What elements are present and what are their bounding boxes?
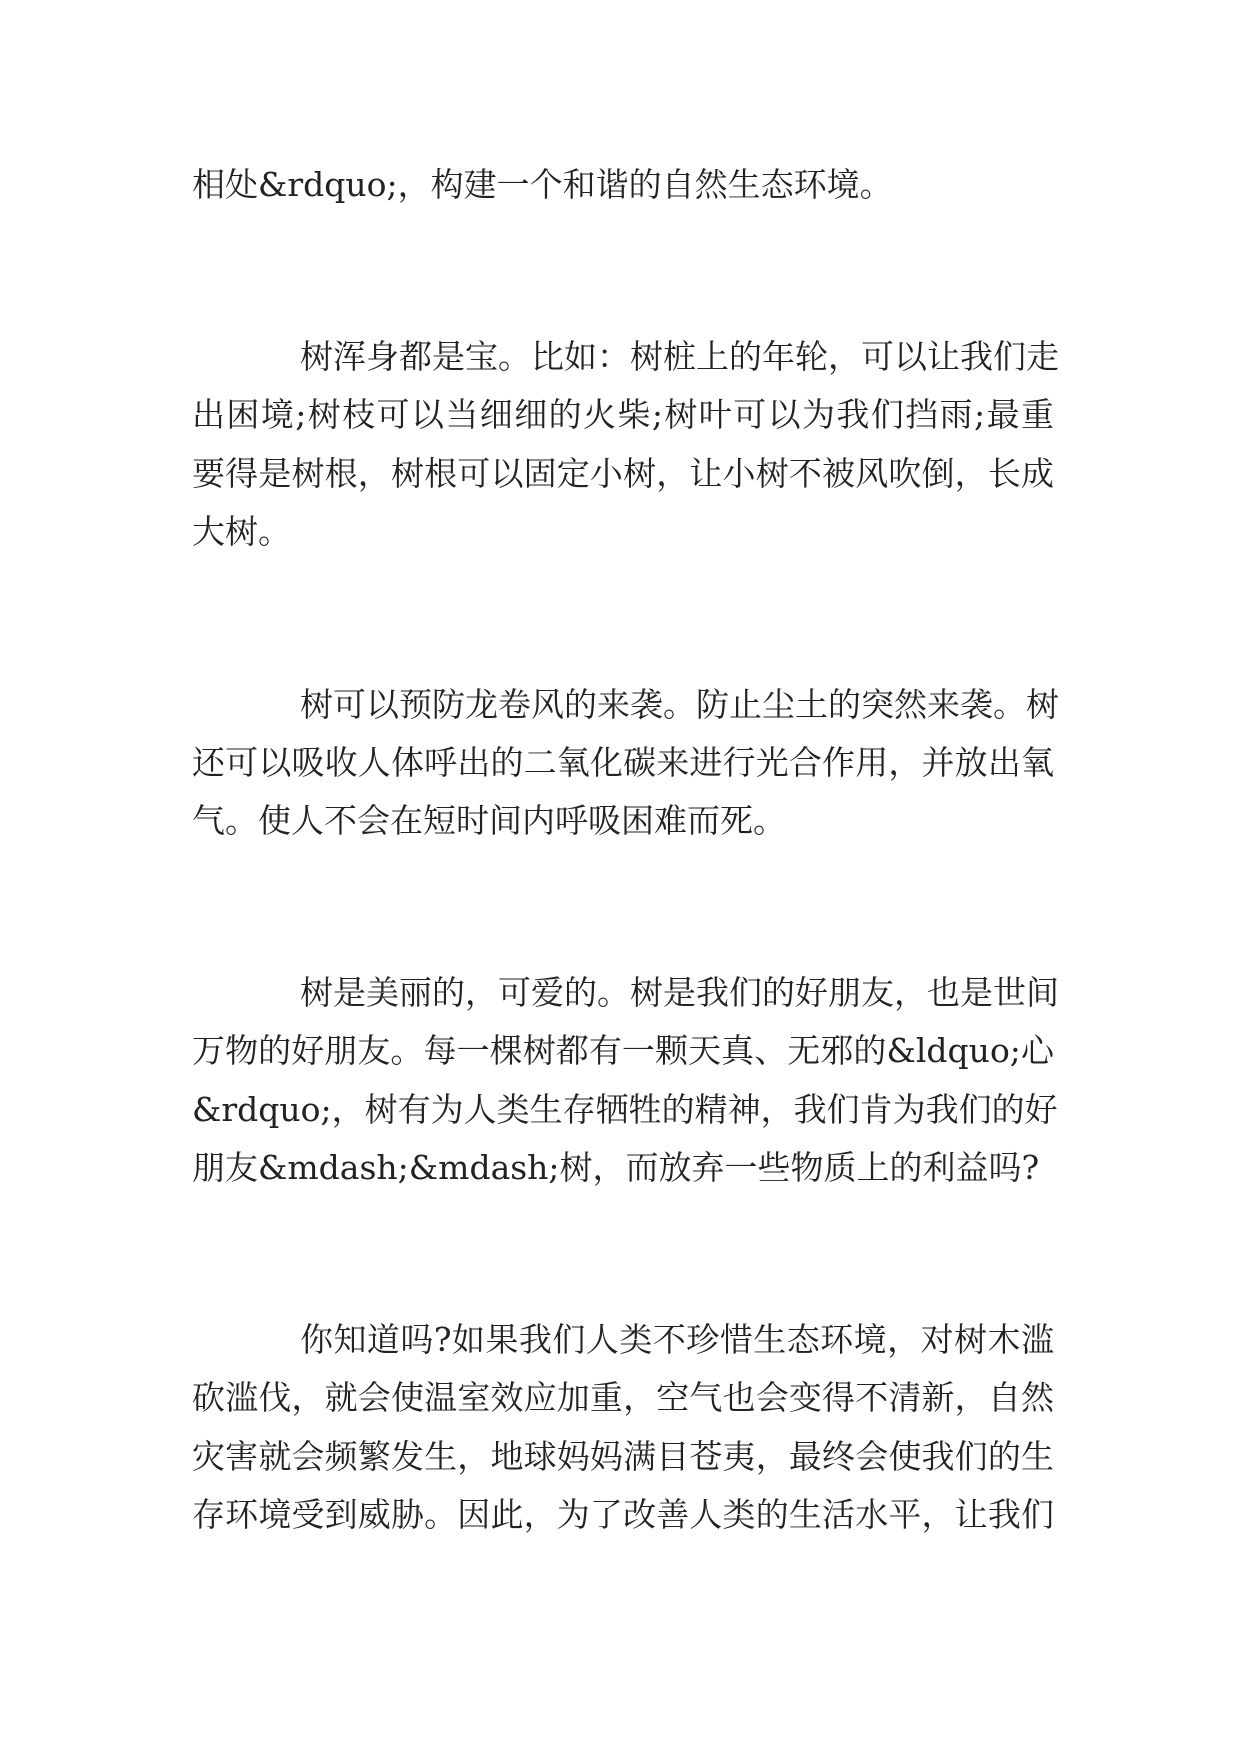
paragraph-3-line-2: 还可以吸收人体呼出的二氧化碳来进行光合作用，并放出氧 — [192, 743, 1054, 782]
paragraph-5-line-1: 你知道吗?如果我们人类不珍惜生态环境，对树木滥 — [300, 1320, 1054, 1359]
paragraph-2-line-1: 树浑身都是宝。比如：树桩上的年轮，可以让我们走 — [300, 337, 1059, 376]
paragraph-2-line-3: 要得是树根，树根可以固定小树，让小树不被风吹倒，长成 — [192, 454, 1054, 493]
paragraph-2-line-2: 出困境;树枝可以当细细的火柴;树叶可以为我们挡雨;最重 — [192, 395, 1054, 434]
paragraph-5-line-4: 存环境受到威胁。因此，为了改善人类的生活水平，让我们 — [192, 1495, 1054, 1534]
paragraph-2-line-4: 大树。 — [192, 512, 291, 551]
paragraph-4-line-2: 万物的好朋友。每一棵树都有一颗天真、无邪的&ldquo;心 — [192, 1031, 1054, 1070]
paragraph-4-line-3: &rdquo;，树有为人类生存牺牲的精神，我们肯为我们的好 — [192, 1090, 1058, 1129]
paragraph-4-line-1: 树是美丽的，可爱的。树是我们的好朋友，也是世间 — [300, 973, 1059, 1012]
paragraph-1-line-1: 相处&rdquo;，构建一个和谐的自然生态环境。 — [192, 165, 893, 204]
paragraph-5-line-2: 砍滥伐，就会使温室效应加重，空气也会变得不清新，自然 — [192, 1378, 1054, 1417]
paragraph-4-line-4: 朋友&mdash;&mdash;树，而放弃一些物质上的利益吗? — [192, 1148, 1040, 1187]
paragraph-3-line-1: 树可以预防龙卷风的来袭。防止尘土的突然来袭。树 — [300, 685, 1059, 724]
paragraph-5-line-3: 灾害就会频繁发生，地球妈妈满目苍夷，最终会使我们的生 — [192, 1437, 1054, 1476]
paragraph-3-line-3: 气。使人不会在短时间内呼吸困难而死。 — [192, 801, 786, 840]
